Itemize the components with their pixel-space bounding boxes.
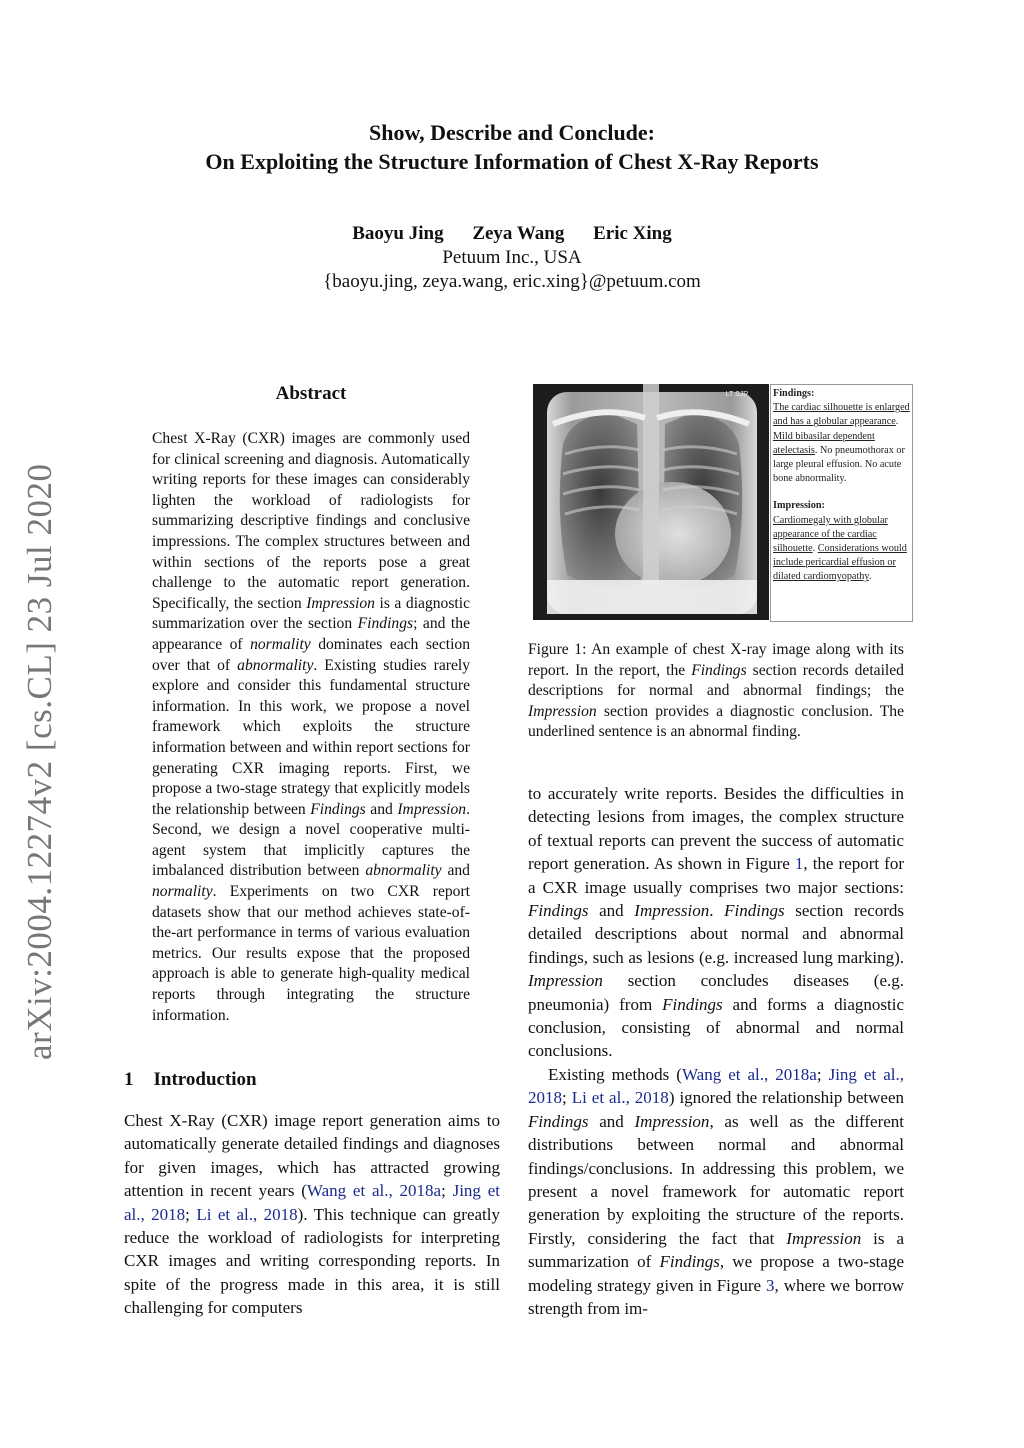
intro-right-column [528, 782, 904, 1320]
findings-text: The cardiac silhouette is enlarged and has a globular appearance. Mild bibasilar dependent atelectasis. No pneumothorax or large pleural effusion. No acute bone abnormality. [773, 402, 910, 485]
figure-1-caption: Figure 1: An example of chest X-ray image along with its report. In the report, the Findings section records detailed descriptions for normal and abnormal findings; the Impression section provides a diagnostic conclusion. The underlined sentence is an abnormal finding. [528, 641, 904, 741]
figure-1 [533, 384, 911, 620]
citation-link[interactable]: Jing et al., 2018 [124, 1181, 500, 1224]
intro-paragraph-1: Chest X-Ray (CXR) image report generation aims to automatically generate detailed findings and diagnoses for given images, which has attracted growing attention in recent years (Wang et al., 2018a; Jing et al., 2018; Li et al., 2018). This technique can greatly reduce the workload of radiologists for interpreting CXR images and writing corresponding reports. In spite of the progress made in this area, it is still challenging for computers [124, 1111, 500, 1318]
citation-link[interactable]: Jing et al., 2018 [528, 1064, 904, 1108]
intro-paragraph-2: to accurately write reports. Besides the difficulties in detecting lesions from images, the complex structure of textual reports can prevent the success of automatic report generation. As shown in Figure 1, the report for a CXR image usually comprises two major sections: Findings and Impression. Findings section records detailed descriptions about normal and abnormal findings, such as lesions (e.g. increased lung marking). Impression section concludes diseases (e.g. pneumonia) from Findings and forms a diagnostic conclusion, consisting of abnormal and normal conclusions. [528, 784, 905, 1061]
xray-drawing [533, 384, 769, 620]
figure-ref-link[interactable]: 1 [794, 854, 804, 874]
impression-heading: Impression: [773, 500, 825, 512]
paper-title [0, 118, 1024, 176]
abstract-body [152, 429, 470, 1026]
affiliation: Petuum Inc., USA [442, 247, 582, 268]
citation-link[interactable]: Li et al., 2018 [196, 1204, 298, 1224]
figure-ref-link[interactable]: 3 [766, 1275, 775, 1295]
section-title: Introduction [153, 1069, 257, 1090]
chest-xray-image [533, 384, 769, 620]
xray-marker-label: LT SJR [725, 391, 749, 398]
author-names [0, 222, 1024, 246]
citation-link[interactable]: Wang et al., 2018a [306, 1181, 442, 1201]
intro-left-column [124, 1109, 500, 1320]
author-block [0, 222, 1024, 294]
intro-paragraph-3: Existing methods (Wang et al., 2018a; Jing et al., 2018; Li et al., 2018) ignored the relationship between Findings and Impression, as well as the different distributions between normal and abnormal findings/conclusions. In addressing this problem, we present a novel framework for automatic report generation by exploiting the structure of the reports. Firstly, considering the fact that Impression is a summarization of Findings, we propose a two-stage modeling strategy given in Figure 3, where we borrow strength from im- [528, 1064, 905, 1318]
arxiv-identifier: arXiv:2004.12274v2 [cs.CL] 23 Jul 2020 [20, 463, 59, 1060]
impression-text: Cardiomegaly with globular appearance of the cardiac silhouette. Considerations would include pericardial effusion or dilated cardiomyopathy. [773, 514, 907, 583]
title-line-1: Show, Describe and Conclude: [368, 120, 656, 145]
section-heading-introduction [124, 1069, 257, 1091]
author-name: Zeya Wang [472, 223, 565, 244]
author-name: Baoyu Jing [352, 223, 444, 244]
citation-link[interactable]: Wang et al., 2018a [681, 1064, 817, 1084]
abstract-paragraph: Chest X-Ray (CXR) images are commonly used for clinical screening and diagnosis. Automatically writing reports for these images can considerably lighten the workload of radiologists for summarizing descriptive findings and conclusive impressions. The complex structures between and within sections of the reports pose a great challenge to the automatic report generation. Specifically, the section Impression is a diagnostic summarization over the section Findings; and the appearance of normality dominates each section over that of abnormality. Existing studies rarely explore and consider this fundamental structure information. In this work, we propose a novel framework which exploits the structure information between and within report sections for generating CXR imaging reports. First, we propose a two-stage strategy that explicitly models the relationship between Findings and Impression. Second, we design a novel cooperative multi-agent system that implicitly captures the imbalanced distribution between abnormality and normality. Experiments on two CXR report datasets show that our method achieves state-of-the-art performance in terms of various evaluation metrics. Our results expose that the proposed approach is able to generate high-quality medical reports through integrating the structure information. [152, 430, 471, 1024]
title-line-2: On Exploiting the Structure Information of Chest X-Ray Reports [205, 149, 819, 174]
author-email: {baoyu.jing, zeya.wang, eric.xing}@petuum.com [323, 271, 701, 292]
findings-heading: Findings: [773, 388, 815, 399]
report-panel [770, 384, 913, 622]
author-name: Eric Xing [593, 223, 672, 244]
citation-link[interactable]: Li et al., 2018 [571, 1088, 669, 1108]
abstract-heading: Abstract [275, 383, 347, 404]
section-number: 1 [124, 1069, 134, 1090]
